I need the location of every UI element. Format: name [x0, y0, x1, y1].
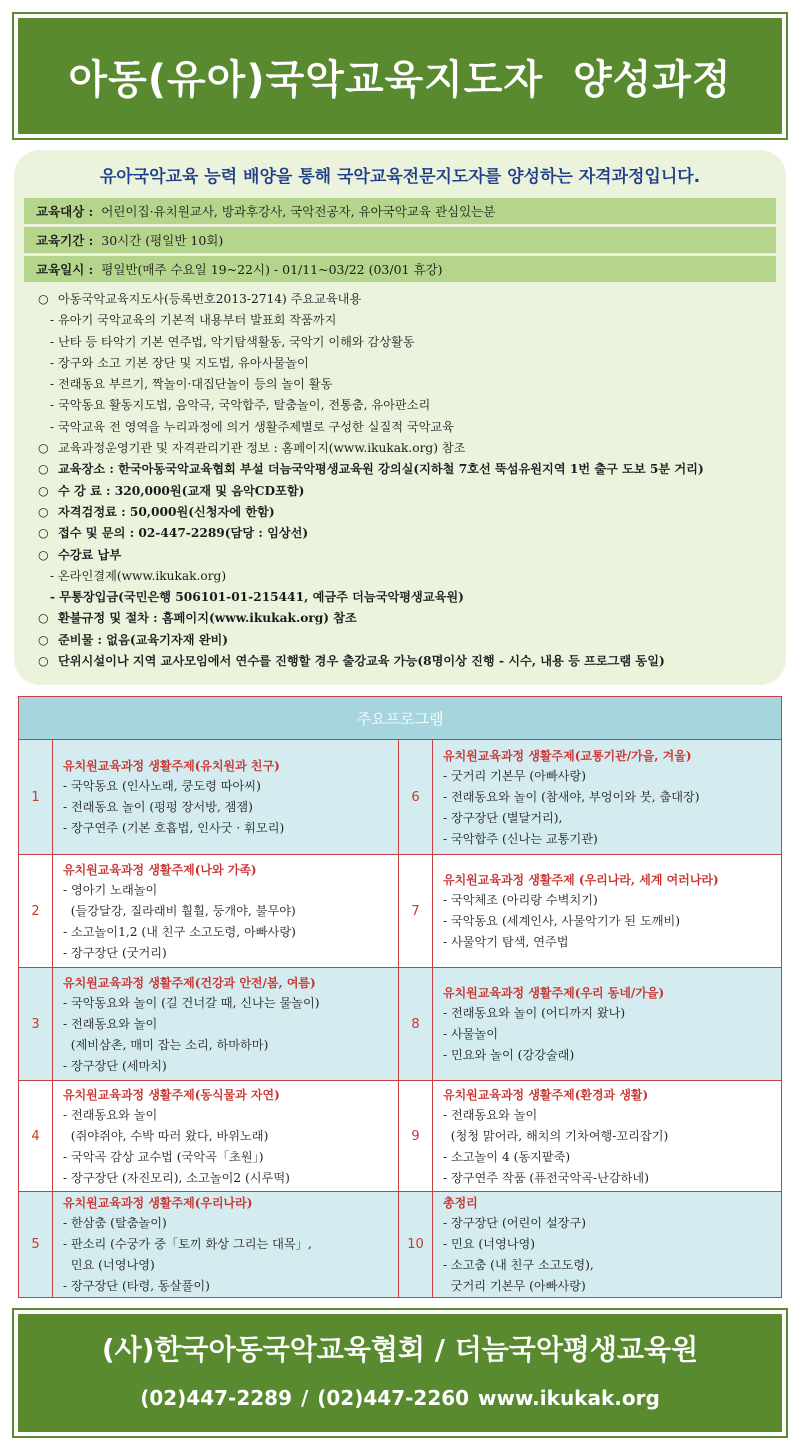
session-title: 유치원교육과정 생활주제(동식물과 자연) [63, 1087, 280, 1102]
detail-line: - 난타 등 타악기 기본 연주법, 악기탐색활동, 국악기 이해와 감상활동 [50, 334, 415, 349]
session-item: - 장구장단 (굿거리) [63, 945, 167, 960]
session-number: 9 [399, 1081, 433, 1191]
session-number: 2 [19, 855, 53, 967]
session-item: - 전래동요와 놀이 [63, 1107, 158, 1122]
detail-line: ○ 자격검정료 : 50,000원(신청자에 한함) [38, 502, 778, 523]
session-content [53, 1081, 399, 1191]
session-content [433, 740, 781, 854]
detail-line: ○ 환불규정 및 절차 : 홈페이지(www.ikukak.org) 참조 [38, 608, 778, 629]
session-item: - 국악곡 감상 교수법 (국악곡「초원」) [63, 1149, 264, 1164]
target-label: 교육대상 : [36, 204, 94, 219]
program-header: 주요프로그램 [18, 696, 782, 740]
detail-line: - 온라인결제(www.ikukak.org) [50, 568, 227, 583]
period-bar [24, 227, 776, 253]
session-item: - 국악동요와 놀이 (길 건너갈 때, 신나는 물놀이) [63, 995, 320, 1010]
session-item: - 소고놀이 4 (동지팥죽) [443, 1149, 571, 1164]
session-item: - 장구장단 (세마치) [63, 1058, 167, 1073]
session-item: - 한삼춤 (탈춤놀이) [63, 1216, 167, 1230]
session-item: - 소고춤 (내 친구 소고도령), [443, 1258, 594, 1272]
session-item: - 국악합주 (신나는 교통기관) [443, 831, 598, 846]
session-content [433, 1192, 781, 1297]
session-item: (청청 맑어라, 해치의 기차여행-꼬리잡기) [443, 1128, 669, 1143]
session-number: 3 [19, 968, 53, 1080]
session-item: - 국악동요 (세계인사, 사물악기가 된 도깨비) [443, 914, 681, 928]
session-content [433, 1081, 781, 1191]
schedule-label: 교육일시 : [36, 262, 94, 277]
schedule-value: 평일반(매주 수요일 19~22시) - 01/11~03/22 (03/01 휴강) [101, 262, 443, 277]
session-content [53, 968, 399, 1080]
session-item: (들강달강, 질라래비 훨훨, 둥개야, 불무야) [63, 903, 296, 918]
session-title: 총정리 [443, 1196, 478, 1210]
session-content [53, 740, 399, 854]
session-title: 유치원교육과정 생활주제 (우리나라, 세계 여러나라) [443, 873, 719, 887]
session-content [433, 855, 781, 967]
session-item: - 장구장단 (타령, 동살풀이) [63, 1279, 210, 1293]
detail-line: - 전래동요 부르기, 짝놀이·대집단놀이 등의 놀이 활동 [50, 377, 333, 392]
session-item: - 장구장단 (자진모리), 소고놀이2 (시루떡) [63, 1170, 290, 1185]
session-item: - 장구장단 (별달거리), [443, 810, 563, 825]
detail-line: ○ 교육과정운영기관 및 자격관리기관 정보 : 홈페이지(www.ikukak.org) 참조 [38, 438, 778, 459]
session-item: - 전래동요와 놀이 (참새야, 부엉이와 붓, 춥대장) [443, 789, 700, 804]
detail-line: - 장구와 소고 기본 장단 및 지도법, 유아사물놀이 [50, 355, 309, 370]
detail-line: ○ 접수 및 문의 : 02-447-2289(담당 : 임상선) [38, 523, 778, 544]
session-number: 8 [399, 968, 433, 1080]
target-value: 어린이집·유치원교사, 방과후강사, 국악전공자, 유아국악교육 관심있는분 [101, 204, 496, 219]
program-row [18, 968, 782, 1081]
session-item: - 국악체조 (아리랑 수벽치기) [443, 893, 598, 907]
session-number: 6 [399, 740, 433, 854]
detail-line: - 국악교육 전 영역을 누리과정에 의거 생활주제별로 구성한 실질적 국악교육 [50, 419, 454, 434]
session-title: 유치원교육과정 생활주제(나와 가족) [63, 862, 257, 877]
session-item: (제비삼촌, 매미 잡는 소리, 하마하마) [63, 1037, 269, 1052]
detail-line: ○ 단위시설이나 지역 교사모임에서 연수를 진행할 경우 출강교육 가능(8명이상 진행 - 시수, 내용 등 프로그램 동일) [38, 651, 778, 672]
info-box [14, 150, 786, 685]
session-item: - 사물악기 탐색, 연주법 [443, 935, 569, 949]
program-row [18, 1081, 782, 1192]
session-item: - 민요 (너영나영) [443, 1237, 536, 1251]
program-row [18, 1192, 782, 1298]
session-item: - 전래동요와 놀이 [63, 1016, 158, 1031]
session-item: (쥐야쥐야, 수박 따러 왔다, 바위노래) [63, 1128, 269, 1143]
session-item: - 전래동요 놀이 (펑펑 장서방, 잼잼) [63, 800, 253, 814]
session-item: - 사물놀이 [443, 1027, 499, 1041]
session-item: - 장구장단 (어린이 설장구) [443, 1216, 586, 1230]
footer-banner [14, 1310, 786, 1436]
session-item: 민요 (너영나영) [63, 1258, 155, 1272]
session-title: 유치원교육과정 생활주제(교통기관/가을, 겨울) [443, 748, 692, 763]
program-row [18, 740, 782, 855]
detail-line: - 유아기 국악교육의 기본적 내용부터 발표회 작품까지 [50, 313, 337, 328]
detail-line: ○ 아동국악교육지도사(등록번호2013-2714) 주요교육내용 [38, 289, 778, 310]
schedule-bar [24, 256, 776, 282]
period-label: 교육기간 : [36, 233, 94, 248]
session-number: 7 [399, 855, 433, 967]
detail-line: - 국악동요 활동지도법, 음악극, 국악합주, 탈춤놀이, 전통춤, 유아판소리 [50, 398, 431, 413]
period-value: 30시간 (평일반 10회) [101, 233, 224, 248]
detail-line: - 무통장입금(국민은행 506101-01-215441, 예금주 더늠국악평생교육원) [50, 590, 464, 605]
session-title: 유치원교육과정 생활주제(환경과 생활) [443, 1087, 649, 1102]
page-title: 아동(유아)국악교육지도자 양성과정 [68, 56, 732, 103]
detail-line: ○ 준비물 : 없음(교육기자재 완비) [38, 630, 778, 651]
details-list [38, 289, 778, 672]
session-item: - 판소리 (수궁가 중「토끼 화상 그리는 대목」, [63, 1237, 312, 1251]
footer-org: (사)한국아동국악교육협회 / 더늠국악평생교육원 [101, 1333, 699, 1366]
program-row [18, 855, 782, 968]
session-number: 4 [19, 1081, 53, 1191]
session-item: - 국악동요 (인사노래, 쿵도령 따아씨) [63, 779, 261, 793]
title-banner [14, 14, 786, 138]
session-item: - 장구연주 (기본 호흡법, 인사굿 · 휘모리) [63, 821, 285, 835]
session-item: 굿거리 기본무 (아빠사랑) [443, 1279, 586, 1293]
session-item: - 전래동요와 놀이 (어디까지 왔나) [443, 1006, 626, 1020]
footer-contact: (02)447-2289 / (02)447-2260 www.ikukak.org [140, 1386, 660, 1410]
session-content [53, 1192, 399, 1297]
session-item: - 소고놀이1,2 (내 친구 소고도령, 아빠사랑) [63, 924, 296, 939]
intro-text: 유아국악교육 능력 배양을 통해 국악교육전문지도자를 양성하는 자격과정입니다. [99, 167, 701, 187]
session-title: 유치원교육과정 생활주제(우리나라) [63, 1196, 253, 1210]
session-content [53, 855, 399, 967]
detail-line: ○ 교육장소 : 한국아동국악교육협회 부설 더늠국악평생교육원 강의실(지하철 7호선 뚝섬유원지역 1번 출구 도보 5분 거리) [38, 459, 778, 480]
session-number: 10 [399, 1192, 433, 1297]
session-item: - 전래동요와 놀이 [443, 1107, 538, 1122]
session-title: 유치원교육과정 생활주제(우리 동네/가을) [443, 986, 665, 1000]
session-item: - 민요와 놀이 (강강술래) [443, 1048, 575, 1062]
session-number: 5 [19, 1192, 53, 1297]
session-item: - 영아기 노래놀이 [63, 882, 158, 897]
session-title: 유치원교육과정 생활주제(유치원과 친구) [63, 759, 280, 773]
target-bar [24, 198, 776, 224]
session-item: - 장구연주 작품 (퓨전국악곡-난감하네) [443, 1170, 649, 1185]
session-number: 1 [19, 740, 53, 854]
detail-line: ○ 수강료 납부 [38, 545, 778, 566]
session-content [433, 968, 781, 1080]
session-title: 유치원교육과정 생활주제(건강과 안전/봄, 여름) [63, 975, 316, 990]
detail-line: ○ 수 강 료 : 320,000원(교재 및 음악CD포함) [38, 481, 778, 502]
session-item: - 굿거리 기본무 (아빠사랑) [443, 768, 586, 783]
